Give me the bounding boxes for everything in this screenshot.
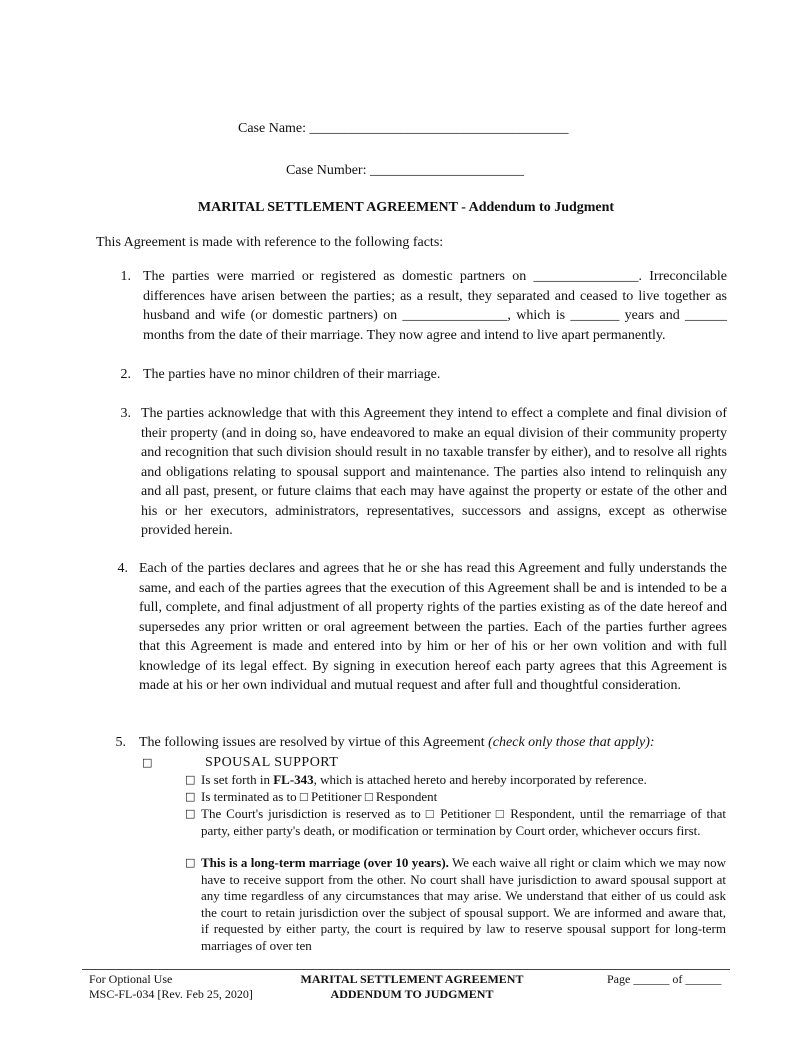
case-number-line: Case Number: ______________________ — [286, 163, 524, 178]
item-5-note: (check only those that apply): — [488, 735, 655, 750]
option-fl343-checkbox[interactable]: □ — [185, 773, 196, 786]
option-terminated-checkbox[interactable]: □ — [185, 790, 196, 803]
footer-divider — [82, 969, 730, 970]
footer-optional-use: For Optional Use — [89, 972, 173, 986]
document-title: MARITAL SETTLEMENT AGREEMENT - Addendum to Judgment — [197, 200, 615, 215]
item-4-text: Each of the parties declares and agrees that he or she has read this Agreement and fully understands the same, and each of the parties agrees that the execution of this Agreement shall be and is intended to be a full, complete, and final adjustment of all property rights of the parties existing as of the date hereof and supersedes any prior written or oral agreement between the parties. Each of the parties further agrees that this Agreement is made and entered into by him or her of his or her own volition and with full knowledge of its legal effect. By signing in execution hereof each party agrees that this Agreement is made at his or her own individual and mutual request and after full and thoughtful consideration. — [139, 561, 727, 693]
item-number: 5. — [115, 735, 126, 750]
footer-form-number: MSC-FL-034 [Rev. Feb 25, 2020] — [89, 987, 253, 1001]
footer-page-number: Page ______ of ______ — [607, 972, 722, 986]
option-reserved-text: The Court's jurisdiction is reserved as to □ Petitioner □ Respondent, until the remarriage of that party, either party's death, or modification or termination by Court order, whichever occurs first. — [201, 806, 726, 838]
option-terminated-text: Is terminated as to □ Petitioner □ Respondent — [201, 789, 438, 804]
item-5-text — [139, 733, 727, 753]
intro-text: This Agreement is made with reference to the following facts: — [96, 235, 444, 250]
spousal-support-checkbox[interactable]: □ — [142, 756, 153, 769]
long-term-marriage-heading: This is a long-term marriage (over 10 years). — [201, 855, 449, 870]
case-name-line: Case Name: _____________________________________ — [238, 121, 569, 136]
item-3-text: The parties acknowledge that with this Agreement they intend to effect a complete and final division of their property (and in doing so, have endeavored to make an equal division of their community property and recognition that such division should result in no taxable transfer by either), and to resolve all rights and obligations relating to spousal support and maintenance. The parties also intend to relinquish any and all past, present, or future claims that each may have against the property or estate of the other and his or her executors, administrators, representatives, successors and assigns, except as otherwise provided herein. — [141, 406, 727, 538]
long-term-marriage-body: We each waive all right or claim which we may now have to receive support from the other. No court shall have jurisdiction to award spousal support at any time regardless of any circumstances that may arise. We understand that either of us could ask the court to retain jurisdiction over the subject of spousal support. We are informed and aware that, if requested by either party, the court is required by law to reserve spousal support for long-term marriages of over ten — [201, 855, 726, 953]
item-number: 4. — [117, 561, 128, 576]
option-long-term-checkbox[interactable]: □ — [185, 856, 196, 869]
option-fl343-text — [201, 772, 726, 789]
form-fl343-ref: FL-343 — [273, 772, 314, 787]
option-long-term-text — [201, 855, 726, 956]
item-number: 1. — [120, 269, 131, 284]
footer-title-2: ADDENDUM TO JUDGMENT — [330, 987, 494, 1001]
item-number: 3. — [120, 406, 131, 421]
option-reserved-checkbox[interactable]: □ — [185, 807, 196, 820]
item-5-lead: The following issues are resolved by virtue of this Agreement — [139, 735, 485, 750]
option-fl343-pre: Is set forth in — [201, 772, 274, 787]
footer-title-1: MARITAL SETTLEMENT AGREEMENT — [300, 972, 524, 986]
item-2-text: The parties have no minor children of their marriage. — [143, 367, 441, 382]
item-1-text: The parties were married or registered as domestic partners on _______________. Irreconcilable differences have arisen between the parties; as a result, they separated and ceased to live together as husband and wife (or domestic partners) on _______________, which is _______ years and ______ months from the date of their marriage. They now agree and intend to live apart permanently. — [143, 269, 727, 343]
item-number: 2. — [120, 367, 131, 382]
spousal-support-heading: SPOUSAL SUPPORT — [205, 755, 339, 770]
option-fl343-post: , which is attached hereto and hereby incorporated by reference. — [313, 772, 647, 787]
